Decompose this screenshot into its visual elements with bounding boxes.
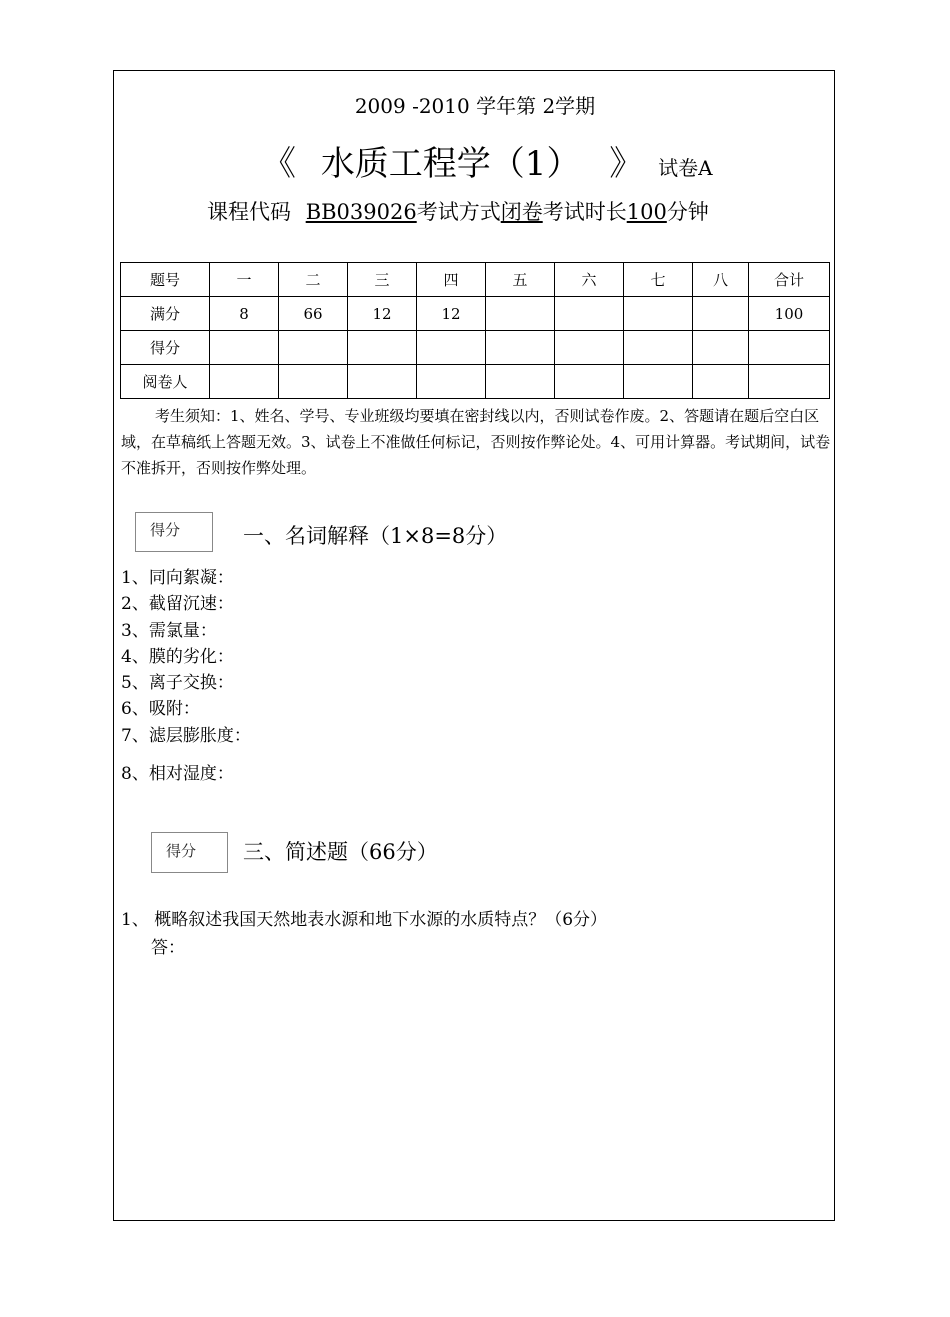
term-item: 2、截留沉速： (121, 594, 234, 614)
score-table-cell (417, 365, 486, 399)
score-table-cell: 8 (210, 297, 279, 331)
term-item: 8、相对湿度： (121, 764, 234, 784)
duration-unit: 分钟 (666, 200, 709, 224)
score-table-cell: 66 (279, 297, 348, 331)
score-table-cell (555, 297, 624, 331)
term-item: 5、离子交换： (121, 673, 234, 693)
question-1: 1、 概略叙述我国天然地表水源和地下水源的水质特点？（6分） (121, 910, 608, 930)
score-table-cell (486, 365, 555, 399)
score-table-cell (749, 365, 830, 399)
score-table-row (121, 263, 830, 297)
score-table-row (121, 365, 830, 399)
exam-info-line (207, 196, 709, 226)
section1-title: 一、名词解释（1×8=8分） (243, 524, 508, 548)
score-table-cell (624, 297, 693, 331)
course-name: 水质工程学（1） (320, 144, 581, 184)
score-table-cell: 五 (486, 263, 555, 297)
score-table-cell (348, 331, 417, 365)
score-table-cell: 三 (348, 263, 417, 297)
score-table-cell (210, 331, 279, 365)
score-table-cell: 12 (348, 297, 417, 331)
score-table-cell (417, 331, 486, 365)
score-table-cell (486, 297, 555, 331)
score-table-cell (279, 365, 348, 399)
score-table-cell: 八 (693, 263, 749, 297)
course-code-label: 课程代码 (207, 200, 291, 224)
score-table-cell: 100 (749, 297, 830, 331)
title-close-bracket: 》 (609, 144, 644, 184)
section1-score-label: 得分 (150, 521, 181, 539)
term-item: 3、需氯量： (121, 621, 217, 641)
section3-title: 三、简述题（66分） (243, 840, 438, 864)
course-code-value: BB039026 (305, 200, 417, 224)
term-item: 1、同向絮凝： (121, 568, 234, 588)
score-table-cell: 四 (417, 263, 486, 297)
score-table-cell (279, 331, 348, 365)
exam-title (262, 136, 713, 185)
exam-notice: 考生须知：1、姓名、学号、专业班级均要填在密封线以内，否则试卷作废。2、答题请在题后空白区域，在草稿纸上答题无效。3、试卷上不准做任何标记，否则按作弊论处。4、可用计算器。考试期间，试卷不准拆开，否则按作弊处理。 (121, 407, 831, 477)
score-table-cell (348, 365, 417, 399)
score-table-row-header: 题号 (121, 263, 210, 297)
score-table-cell (749, 331, 830, 365)
score-table-cell (624, 365, 693, 399)
term-item: 7、滤层膨胀度： (121, 726, 251, 746)
paper-version: 试卷A (658, 156, 713, 180)
term-item: 4、膜的劣化： (121, 647, 234, 667)
answer-label: 答： (151, 938, 185, 958)
section1-score-box (135, 512, 213, 552)
score-table-cell (693, 365, 749, 399)
score-table-cell (693, 297, 749, 331)
score-table-cell: 二 (279, 263, 348, 297)
score-table-row (121, 297, 830, 331)
score-table-cell (210, 365, 279, 399)
score-table-cell (555, 365, 624, 399)
duration-label: 考试时长 (542, 200, 627, 224)
score-table-row-header: 得分 (121, 331, 210, 365)
score-table-cell: 一 (210, 263, 279, 297)
title-open-bracket: 《 (262, 144, 296, 184)
score-table-cell (555, 331, 624, 365)
exam-mode-value: 闭卷 (500, 200, 543, 224)
score-table-row (121, 331, 830, 365)
score-table (120, 262, 830, 399)
score-table-cell: 六 (555, 263, 624, 297)
score-table-cell: 12 (417, 297, 486, 331)
score-table-cell (624, 331, 693, 365)
section3-score-box (151, 832, 228, 873)
exam-mode-label: 考试方式 (416, 200, 501, 224)
score-table-cell: 七 (624, 263, 693, 297)
exam-term: 2009 -2010 学年第 2学期 (354, 94, 596, 118)
score-table-cell: 合计 (749, 263, 830, 297)
score-table-cell (486, 331, 555, 365)
duration-value: 100 (626, 200, 667, 224)
score-table-row-header: 阅卷人 (121, 365, 210, 399)
score-table-cell (693, 331, 749, 365)
term-item: 6、吸附： (121, 699, 200, 719)
score-table-row-header: 满分 (121, 297, 210, 331)
section3-score-label: 得分 (166, 842, 197, 860)
